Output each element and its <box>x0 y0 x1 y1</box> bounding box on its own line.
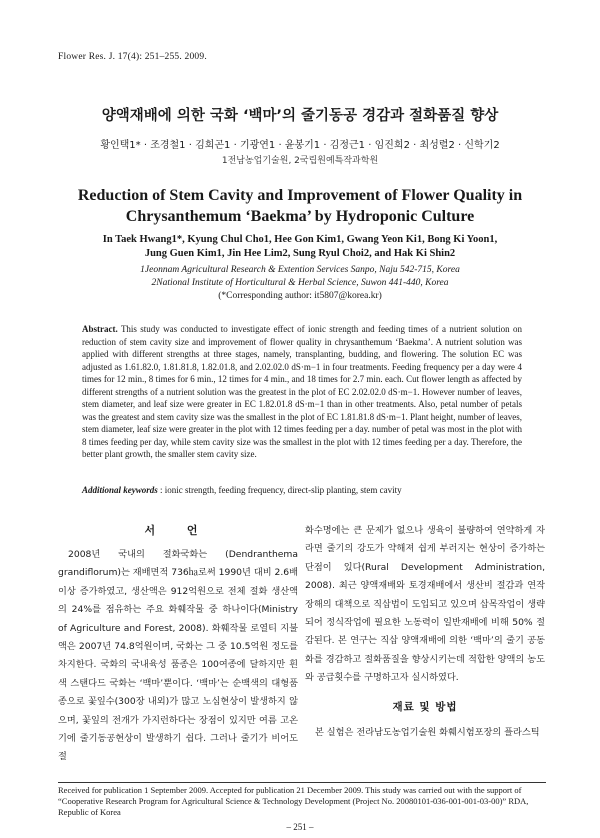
left-column <box>58 522 298 767</box>
english-title-line-2: Chrysanthemum ‘Baekma’ by Hydroponic Culture <box>125 208 475 225</box>
methods-paragraph: 본 실험은 전라남도농업기술원 화훼시험포장의 플라스틱 <box>315 726 540 738</box>
affiliation-2: 2National Institute of Horticultural & Herbal Science, Suwon 441-440, Korea <box>151 278 449 288</box>
abstract-text: This study was conducted to investigate effect of ionic strength and feeding times of a nutrient solution on reduction of stem cavity size and improvement of flower quality in chrysanthemum ‘Baekma’. A nutrient solution was applied with different strengths at three stages, namely, transplanting, budding, and flowering. The solution EC was adjusted as 1.61.82.0, 1.81.81.8, 1.82.01.8, and 2.02.02.0 dS·m−1 in four treatments. Feeding frequency per a day were 4 times for 12 min., 8 times for 6 min., 12 times for 4 min., and 18 times for 2.7 min. each. Cut flower length as affected by different strengths of a nutrient solution was the greatest in the plot of EC 2.02.02.0 dS·m−1. However number of leaves, stem diameter, and leaf size were greater in EC 1.82.01.8 dS·m−1 than in other treatments. Also, petal number of petals was the greatest and stem cavity size was the smallest in the plot of EC 1.81.81.8 dS·m−1. Plant height, number of leaves, stem diameter, leaf size were greater in the plot with 12 times feeding per a day. number of petal was most in the plot with 8 times feeding per day, while stem cavity size was the smallest in the plot with 12 times feeding per a day. Therefore, the better plant growth, the smaller stem cavity size. <box>82 324 522 459</box>
english-authors-line-2: Jung Guen Kim1, Jin Hee Lim2, Sung Ryul Choi2, and Hak Ki Shin2 <box>144 248 456 259</box>
footnote-divider <box>58 782 546 783</box>
running-head: Flower Res. J. 17(4): 251–255. 2009. <box>58 52 207 62</box>
abstract-label: Abstract. <box>82 324 118 334</box>
footnote: Received for publication 1 September 2009. Accepted for publication 21 December 2009. This study was carried out with the support of “Cooperative Research Program for Agricultural Science & Technology Development (Project No. 20080101-036-001-001-03-00)” RDA, Republic of Korea <box>58 785 529 817</box>
right-column <box>305 522 545 742</box>
english-authors-line-1: In Taek Hwang1*, Kyung Chul Cho1, Hee Gon Kim1, Gwang Yeon Ki1, Bong Ki Yoon1, <box>102 234 498 245</box>
english-title-line-1: Reduction of Stem Cavity and Improvement of Flower Quality in <box>77 187 523 204</box>
korean-authors: 황인택1* · 조경철1 · 김희곤1 · 기광연1 · 윤봉기1 · 김정근1 · 임진희2 · 최성렬2 · 신학기2 <box>100 140 500 151</box>
korean-affiliation: 1전남농업기술원, 2국립원예특작과학원 <box>221 156 379 166</box>
intro-paragraph-left: 2008년 국내의 절화국화는 (Dendranthema grandiflorum)는 재배면적 736㏊로써 1990년 대비 2.6배 이상 증가하였고, 생산액은 912억원으로 전체 절화 생산액의 24%를 점유하는 주요 화훼작물 중 하나이다(Ministry of Agriculture and Forest, 2008). 화훼작물 로열티 지불액은 2007년 74.8억원이며, 국화는 그 중 10.5억원 정도를 차지한다. 국화의 국내육성 품종은 100여종에 달하지만 흰색 스탠다드 국화는 ‘백마’뿐이다. ‘백마’는 순백색의 대형품종으로 꽃잎수(300장 내외)가 많고 노심현상이 발생하지 않으며, 꽃잎의 전개가 가지런하다는 장점이 있지만 여름 고온기에 줄기동공현상이 발생하기 쉽다. 그러나 줄기가 비어도 절 <box>58 549 298 763</box>
page-number: – 251 – <box>286 822 314 832</box>
methods-heading: 재료 및 방법 <box>392 700 458 713</box>
keywords <box>82 484 522 497</box>
intro-paragraph-right: 화수명에는 큰 문제가 없으나 생육이 불량하여 연약하게 자라면 줄기의 강도가 약해져 쉽게 부러지는 현상이 증가하는 단점이 있다(Rural Development Administration, 2008). 최근 양액재배와 토경재배에서 생산비 절감과 연작장해의 대책으로 직삽법이 도입되고 있으며 삽목작업이 생략되어 정식작업에 필요한 노동력이 일반재배에 비해 50% 절감된다. 본 연구는 직삽 양액재배에 의한 ‘백마’의 줄기 공동화를 경감하고 절화품질을 향상시키는데 적합한 양액의 농도와 공급횟수를 구명하고자 실시하였다. <box>305 525 545 684</box>
english-affiliations <box>40 264 560 303</box>
korean-title: 양액재배에 의한 국화 ‘백마’의 줄기동공 경감과 절화품질 향상 <box>101 108 499 124</box>
affiliation-1: 1Jeonnam Agricultural Research & Extention Services Sanpo, Naju 542-715, Korea <box>140 265 460 275</box>
intro-heading: 서 언 <box>144 524 212 537</box>
english-title <box>40 185 560 227</box>
corresponding-author: (*Corresponding author: it5807@korea.kr) <box>218 291 382 301</box>
keywords-label: Additional keywords <box>82 485 158 495</box>
keywords-text: : ionic strength, feeding frequency, direct-slip planting, stem cavity <box>160 485 402 495</box>
english-authors <box>60 233 540 261</box>
abstract <box>82 323 522 461</box>
